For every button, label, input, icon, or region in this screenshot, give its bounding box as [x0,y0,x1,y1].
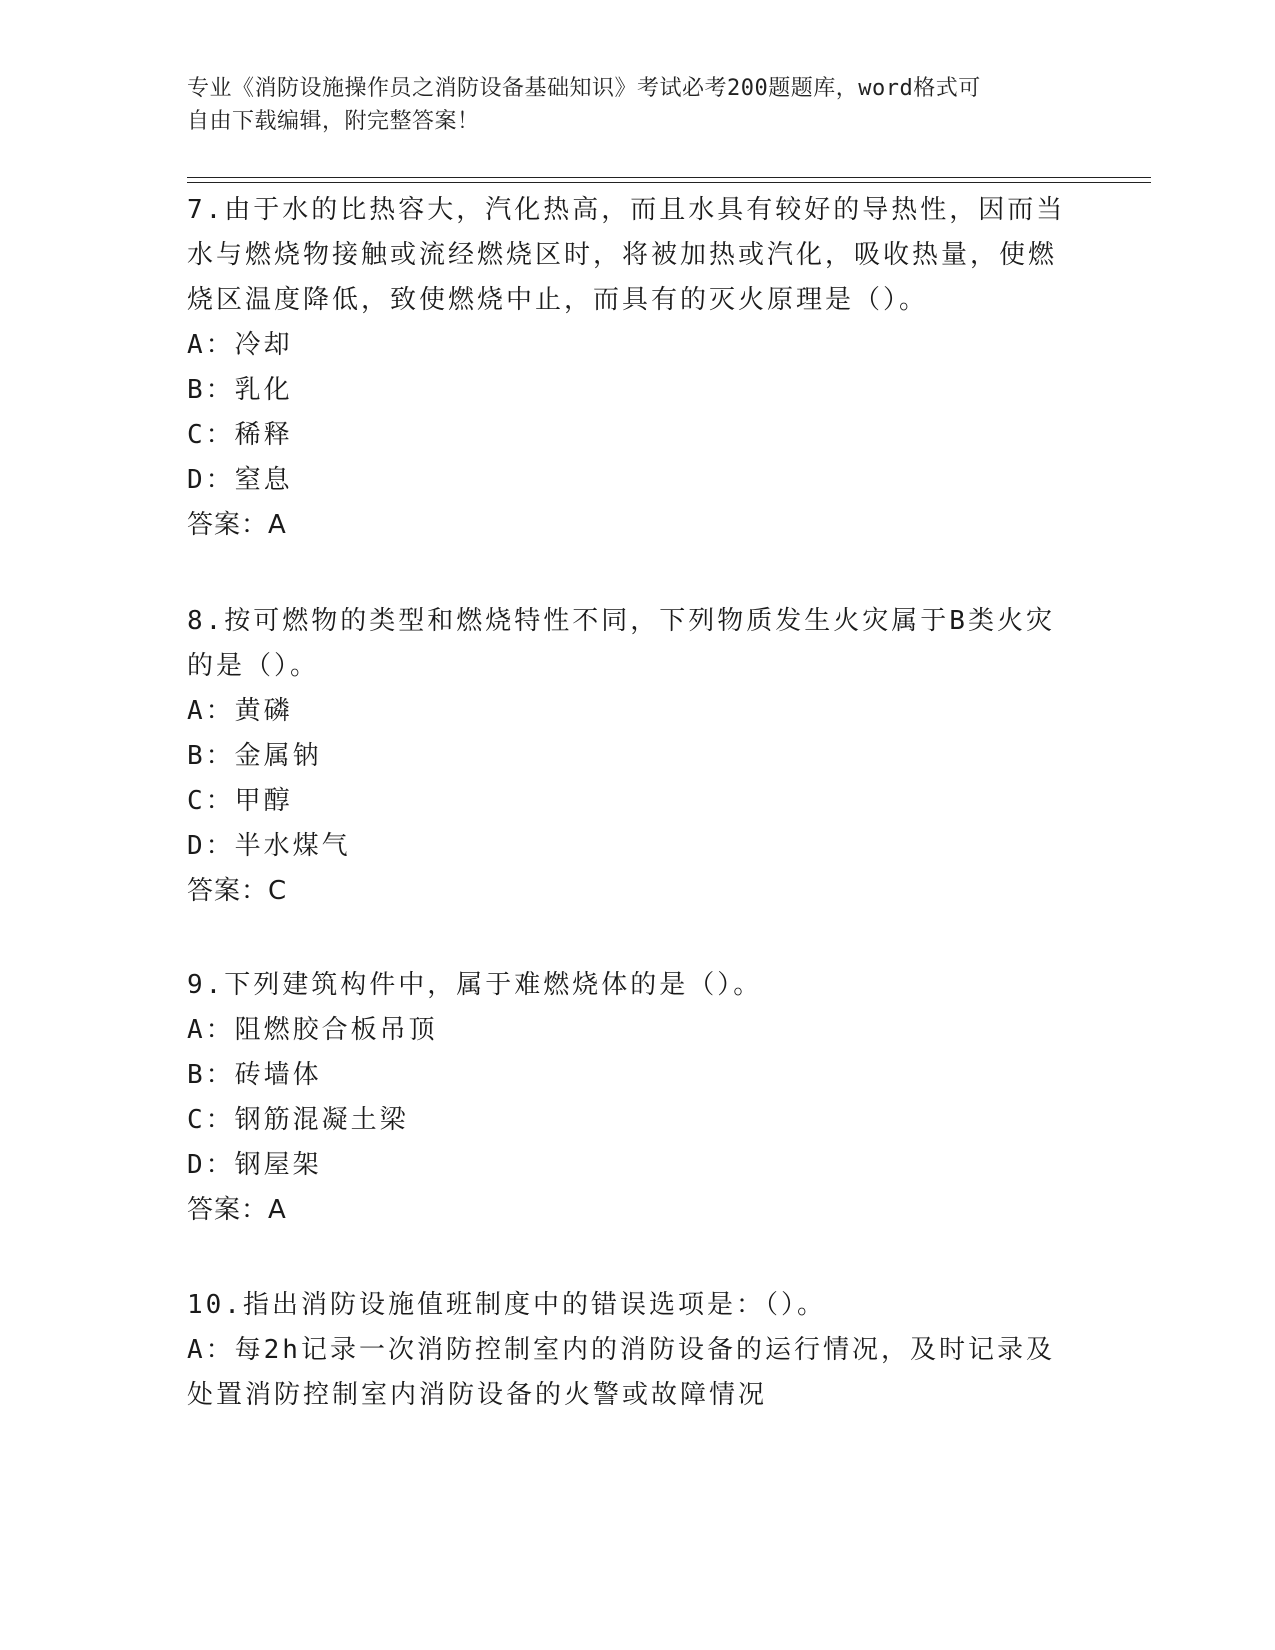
option-d: D：钢屋架 [187,1150,322,1180]
answer-line [187,869,1067,914]
question-stem-line: 水与燃烧物接触或流经燃烧区时，将被加热或汽化，吸收热量，使燃 [187,240,1058,270]
answer-line [187,503,1067,548]
question-stem-line: 8.按可燃物的类型和燃烧特性不同，下列物质发生火灾属于B类火灾 [187,606,1055,636]
question-stem-line: 烧区温度降低，致使燃烧中止，而具有的灭火原理是（）。 [187,285,929,315]
option-c: C：钢筋混凝土梁 [187,1105,409,1135]
answer-value: A [268,510,287,540]
document-header [187,72,1067,138]
answer-label: 答案： [187,1195,269,1225]
option-d: D：半水煤气 [187,831,351,861]
header-line-2: 自由下载编辑，附完整答案！ [187,109,480,134]
answer-label: 答案： [187,510,269,540]
header-divider-top [187,177,1151,178]
question-9 [187,963,1067,1233]
option-a: A：阻燃胶合板吊顶 [187,1015,438,1045]
header-line-1: 专业《消防设施操作员之消防设备基础知识》考试必考200题题库，word格式可 [187,76,981,101]
option-b: B：金属钠 [187,741,322,771]
answer-value: A [268,1195,287,1225]
question-stem-line: 的是（）。 [187,651,320,681]
answer-value: C [268,876,288,906]
option-d: D：窒息 [187,465,293,495]
question-7 [187,188,1067,548]
option-a: A：每2h记录一次消防控制室内的消防设备的运行情况，及时记录及 [187,1335,1055,1365]
option-c: C：甲醇 [187,786,293,816]
option-c: C：稀释 [187,420,293,450]
header-divider-bottom [187,182,1151,183]
option-a: A：黄磷 [187,696,293,726]
question-8 [187,599,1067,914]
option-a-continued: 处置消防控制室内消防设备的火警或故障情况 [187,1380,768,1410]
option-b: B：乳化 [187,375,293,405]
answer-label: 答案： [187,876,269,906]
question-stem-line: 9.下列建筑构件中，属于难燃烧体的是（）。 [187,970,763,1000]
option-a: A：冷却 [187,330,293,360]
question-10 [187,1283,1067,1418]
option-b: B：砖墙体 [187,1060,322,1090]
question-stem-line: 10.指出消防设施值班制度中的错误选项是：（）。 [187,1290,826,1320]
answer-line [187,1188,1067,1233]
question-stem-line: 7.由于水的比热容大，汽化热高，而且水具有较好的导热性，因而当 [187,195,1066,225]
